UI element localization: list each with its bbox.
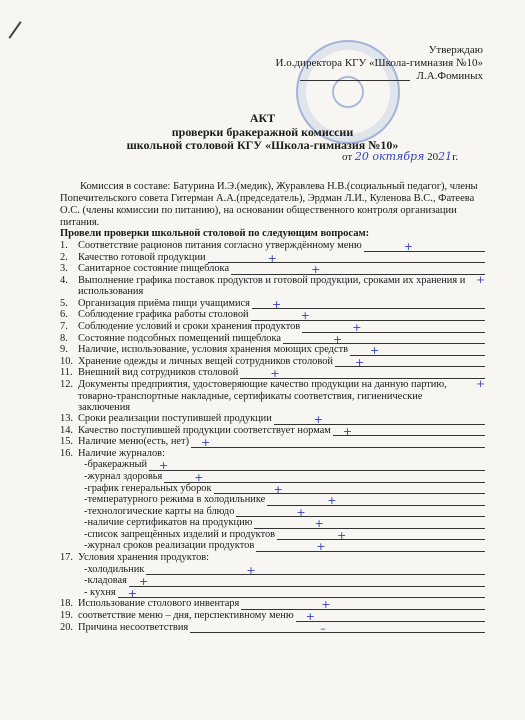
item-text: Документы предприятия, удостоверяющие качество продукции на данную партию, товарно-транспортные накладные, сертификаты соответствия, гигиенические заключения <box>78 378 447 414</box>
item-number: 11. <box>60 367 73 379</box>
item-text: Наличие меню(есть, нет) <box>78 436 190 448</box>
checklist-item <box>60 379 485 413</box>
fill-line <box>335 355 485 369</box>
item-number: 12. <box>60 378 73 390</box>
item-text: -наличие сертификатов на продукцию <box>84 517 253 529</box>
item-number: 10. <box>60 355 73 367</box>
item-text: -бракеражный <box>84 459 148 471</box>
checklist-item <box>60 356 485 368</box>
fill-line <box>364 240 485 253</box>
doc-subtitle: проверки бракеражной комиссии <box>171 125 354 139</box>
handwritten-mark: + <box>201 436 211 450</box>
signature-line <box>300 70 410 81</box>
year-prefix: 20 <box>427 151 439 163</box>
fill-line <box>256 540 485 554</box>
checks-lead: Провели проверки школьной столовой по следующим вопросам: <box>60 228 370 239</box>
item-text: Организация приёма пищи учащимися <box>78 297 250 309</box>
checklist-item <box>60 436 485 448</box>
doc-subtitle-school: школьной столовой КГУ «Школа-гимназия №10» <box>126 138 399 152</box>
date-handwritten: 20 октября <box>354 150 425 163</box>
handwritten-mark: + <box>246 563 256 577</box>
fill-line <box>214 482 485 496</box>
item-number: 7. <box>60 320 68 332</box>
fill-line <box>208 251 485 265</box>
item-text: Внешний вид сотрудников столовой <box>78 367 239 379</box>
approval-block <box>276 44 483 83</box>
item-number: 2. <box>60 251 68 263</box>
handwritten-mark: + <box>267 251 277 265</box>
handwritten-mark: + <box>313 412 324 426</box>
date-prefix: от <box>342 151 353 163</box>
fill-line <box>350 344 485 358</box>
item-text: - кухня <box>84 586 116 598</box>
handwritten-mark: + <box>342 424 353 438</box>
checklist-item <box>60 471 485 483</box>
item-text: Санитарное состояние пищеблока <box>78 263 230 275</box>
checklist-item <box>60 448 485 460</box>
fill-line <box>241 598 485 612</box>
handwritten-mark: + <box>321 598 331 612</box>
checklist-item <box>60 575 485 587</box>
item-text: Хранение одежды и личных вещей сотрудников столовой <box>78 355 333 367</box>
handwritten-mark: + <box>476 273 485 286</box>
checklist-item <box>60 333 485 345</box>
item-text: Наличие, использование, условия хранения моющих средств <box>78 344 349 356</box>
checklist-item <box>60 587 485 599</box>
fill-line <box>149 459 485 473</box>
handwritten-mark: – <box>320 621 326 635</box>
handwritten-mark: + <box>332 332 343 346</box>
checklist-item <box>60 564 485 576</box>
handwritten-mark: + <box>403 240 413 253</box>
act-date <box>342 150 458 163</box>
item-number: 5. <box>60 297 68 309</box>
approver-name: Л.А.Фоминых <box>416 70 483 82</box>
item-number: 3. <box>60 263 68 275</box>
fill-line <box>190 621 485 635</box>
handwritten-mark: + <box>270 367 280 381</box>
item-text: Условия хранения продуктов: <box>78 552 210 564</box>
year-handwritten: 21 <box>438 150 453 163</box>
item-text: -график генеральных уборок <box>84 482 212 494</box>
checklist-item <box>60 321 485 333</box>
checklist-item <box>60 598 485 610</box>
fill-line <box>267 494 485 508</box>
item-number: 15. <box>60 436 73 448</box>
handwritten-mark: + <box>354 355 365 369</box>
year-suffix: г. <box>452 151 459 163</box>
checklist-item <box>60 413 485 425</box>
handwritten-mark: + <box>127 586 137 600</box>
checklist-item <box>60 494 485 506</box>
checklist-item <box>60 610 485 622</box>
checklist-item <box>60 367 485 379</box>
item-number: 16. <box>60 447 73 459</box>
item-number: 17. <box>60 552 73 564</box>
checklist-item <box>60 529 485 541</box>
item-text: Качество поступившей продукции соответствует нормам <box>78 424 331 436</box>
item-number: 14. <box>60 424 73 436</box>
handwritten-mark: + <box>159 459 169 473</box>
item-number: 13. <box>60 412 73 424</box>
fill-line <box>277 528 485 542</box>
fill-line <box>274 412 485 426</box>
handwritten-mark: + <box>273 482 283 496</box>
item-text: Использование столового инвентаря <box>78 598 240 610</box>
item-text: -технологические карты на блюдо <box>84 505 235 517</box>
item-text: -список запрещённых изделий и продуктов <box>84 528 276 540</box>
checklist-item <box>60 622 485 634</box>
fill-line <box>129 575 485 589</box>
checklist-item <box>60 275 485 298</box>
checklist-item <box>60 506 485 518</box>
fill-line <box>240 367 485 381</box>
item-text: -холодильник <box>84 563 145 575</box>
checklist-item <box>60 298 485 310</box>
checklist-item <box>60 344 485 356</box>
checklist-item <box>60 540 485 552</box>
checklist-item <box>60 425 485 437</box>
checklist-item <box>60 240 485 252</box>
handwritten-mark: + <box>271 297 282 311</box>
item-number: 8. <box>60 332 68 344</box>
fill-line <box>118 586 485 600</box>
checklist-item <box>60 552 485 564</box>
handwritten-mark: + <box>327 494 337 508</box>
fill-line <box>251 309 485 323</box>
item-text: Состояние подсобных помещений пищеблока <box>78 332 281 344</box>
item-number: 9. <box>60 344 68 356</box>
handwritten-mark: + <box>138 575 149 589</box>
fill-line <box>236 505 485 519</box>
fill-line <box>191 436 485 450</box>
item-number: 1. <box>60 240 68 251</box>
commission-paragraph: Комиссия в составе: Батурина И.Э.(медик), Журавлева Н.В.(социальный педагог), члены Попечительского совета Гитерман А.А.(председатель), Эрдман Л.И., Куленова В.С., Фатеева О.С. (члены комиссии по питанию), на основании общественного контроля организации питания. <box>60 181 478 228</box>
approver-position: И.о.директора КГУ «Школа-гимназия №10» <box>275 57 483 69</box>
checklist-item <box>60 309 485 321</box>
checklist <box>60 240 485 633</box>
handwritten-mark: + <box>316 540 326 554</box>
handwritten-mark: + <box>296 505 306 519</box>
checklist-item <box>60 483 485 495</box>
handwritten-mark: + <box>305 610 315 624</box>
checklist-item <box>60 517 485 529</box>
corner-pen-mark <box>8 21 21 39</box>
handwritten-mark: + <box>370 344 380 358</box>
handwritten-mark: + <box>300 309 310 323</box>
fill-line <box>302 320 485 334</box>
fill-line <box>283 332 485 346</box>
item-number: 6. <box>60 309 68 321</box>
fill-line <box>333 424 485 438</box>
handwritten-mark: + <box>337 528 347 542</box>
fill-line <box>296 610 485 624</box>
item-text: Качество готовой продукции <box>78 251 206 263</box>
item-text: Сроки реализации поступившей продукции <box>78 412 272 424</box>
item-text: -журнал сроков реализации продуктов <box>84 540 255 552</box>
handwritten-mark: + <box>311 263 321 277</box>
fill-line <box>164 470 485 484</box>
item-text: Соблюдение графика работы столовой <box>78 309 249 321</box>
handwritten-mark: + <box>352 320 362 334</box>
fill-line <box>252 297 485 311</box>
item-number: 18. <box>60 598 73 610</box>
item-text: Выполнение графика поставок продуктов и готовой продукции, сроками их хранения и использования <box>78 274 466 298</box>
fill-line <box>254 517 485 531</box>
item-text: -кладовая <box>84 575 127 587</box>
item-text: Наличие журналов: <box>78 447 165 459</box>
item-text: -журнал здоровья <box>84 470 163 482</box>
checklist-item <box>60 252 485 264</box>
approve-label: Утверждаю <box>428 44 483 56</box>
item-text: Соответствие рационов питания согласно утверждённому меню <box>78 240 362 251</box>
handwritten-mark: + <box>314 517 324 531</box>
item-number: 4. <box>60 274 68 286</box>
item-number: 20. <box>60 621 73 633</box>
fill-line <box>146 563 485 577</box>
item-text: Причина несоответствия <box>78 621 189 633</box>
handwritten-mark: + <box>194 470 204 484</box>
item-text: соответствие меню – дня, перспективному меню <box>78 610 294 622</box>
fill-line <box>231 263 485 277</box>
handwritten-mark: + <box>476 377 485 390</box>
item-text: Соблюдение условий и сроки хранения продуктов <box>78 320 301 332</box>
doc-title: АКТ <box>249 111 276 125</box>
item-text: -температурного режима в холодильнике <box>84 494 266 506</box>
checklist-item <box>60 459 485 471</box>
checklist-item <box>60 263 485 275</box>
item-number: 19. <box>60 610 73 622</box>
